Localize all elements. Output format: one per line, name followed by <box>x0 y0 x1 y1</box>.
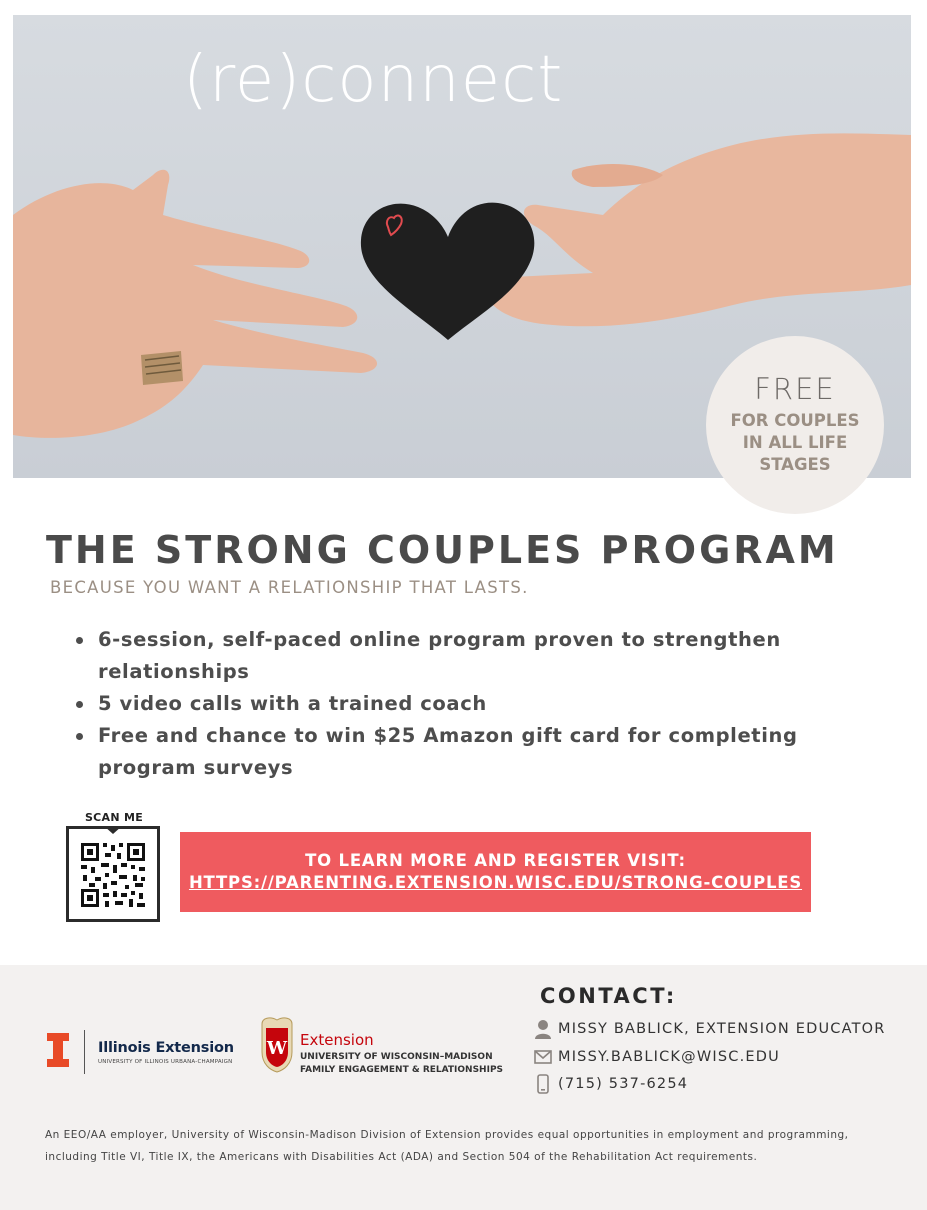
qr-code-icon <box>69 829 157 919</box>
illinois-university-name: UNIVERSITY OF ILLINOIS URBANA-CHAMPAIGN <box>98 1059 233 1065</box>
uw-department-name: FAMILY ENGAGEMENT & RELATIONSHIPS <box>300 1065 504 1075</box>
footer <box>0 965 927 1210</box>
logo-divider <box>84 1030 85 1074</box>
uw-crest-logo <box>258 1014 296 1074</box>
badge-line-3: STAGES <box>759 455 831 475</box>
phone-icon <box>534 1074 552 1094</box>
feature-item <box>74 688 834 720</box>
qr-pointer-icon <box>104 826 122 834</box>
program-title: THE STRONG COUPLES PROGRAM <box>46 528 839 572</box>
contact-person-row <box>534 1018 886 1040</box>
program-subtitle: BECAUSE YOU WANT A RELATIONSHIP THAT LASTS. <box>50 578 529 597</box>
eeo-disclaimer: An EEO/AA employer, University of Wisconsin-Madison Division of Extension provides equal opportunities in employment and programming, including Title VI, Title IX, the Americans with Disabilities Act (ADA) and Section 504 of the Rehabilitation Act requirements. <box>45 1129 849 1163</box>
feature-item <box>74 720 834 784</box>
contact-person: MISSY BABLICK, EXTENSION EDUCATOR <box>558 1021 886 1037</box>
uw-extension-name: Extension <box>300 1031 374 1049</box>
contact-phone-row <box>534 1073 688 1095</box>
bullet-icon <box>76 637 83 644</box>
contact-email[interactable]: MISSY.BABLICK@WISC.EDU <box>558 1049 780 1065</box>
badge-line-2: IN ALL LIFE <box>742 432 848 452</box>
uw-university-name: UNIVERSITY OF WISCONSIN–MADISON <box>300 1052 493 1062</box>
contact-email-row <box>534 1046 780 1068</box>
svg-text:W: W <box>266 1038 288 1059</box>
badge-free-text: FREE <box>754 371 836 406</box>
left-hand-image <box>13 155 393 455</box>
qr-code[interactable] <box>66 826 160 922</box>
heart-cutout-image <box>353 195 543 345</box>
free-badge <box>706 336 884 514</box>
envelope-icon <box>534 1047 552 1067</box>
feature-item <box>74 624 834 688</box>
feature-text: 5 video calls with a trained coach <box>98 692 487 715</box>
contact-phone[interactable]: (715) 537-6254 <box>558 1076 689 1092</box>
program-features-list <box>74 624 834 784</box>
person-icon <box>534 1019 552 1039</box>
scan-me-label: SCAN ME <box>78 811 150 824</box>
register-banner <box>180 832 811 912</box>
bullet-icon <box>76 733 83 740</box>
feature-text: Free and chance to win $25 Amazon gift card for completing program surveys <box>98 724 798 779</box>
register-link[interactable]: HTTPS://PARENTING.EXTENSION.WISC.EDU/STRONG-COUPLES <box>188 873 803 892</box>
contact-heading: CONTACT: <box>540 984 677 1008</box>
illinois-extension-name: Illinois Extension <box>98 1040 234 1056</box>
badge-line-1: FOR COUPLES <box>730 410 860 430</box>
bullet-icon <box>76 701 83 708</box>
hero-title: (re)connect <box>183 43 564 117</box>
feature-text: 6-session, self-paced online program proven to strengthen relationships <box>98 628 781 683</box>
register-banner-text: TO LEARN MORE AND REGISTER VISIT: <box>305 851 686 870</box>
illinois-block-i-logo <box>46 1032 70 1068</box>
